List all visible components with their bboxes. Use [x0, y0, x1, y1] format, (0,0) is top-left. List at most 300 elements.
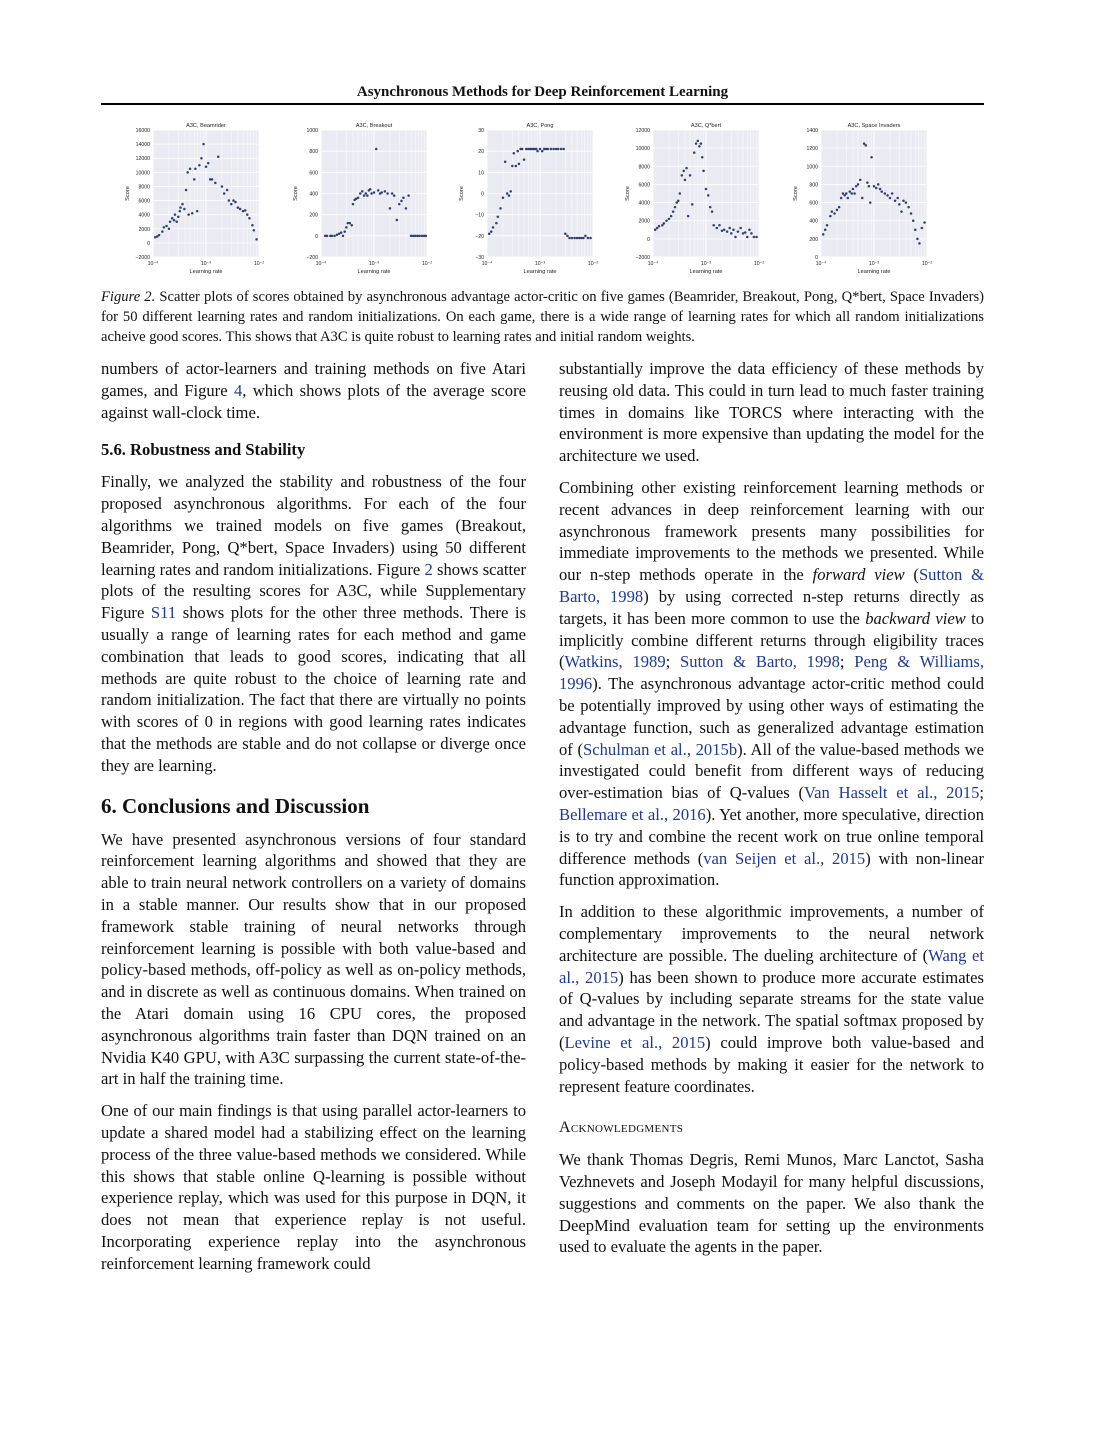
data-point — [541, 150, 544, 153]
y-tick-label: 200 — [309, 212, 318, 219]
y-tick-label: 800 — [809, 182, 818, 189]
data-point — [702, 170, 705, 173]
data-point — [508, 194, 511, 197]
data-point — [589, 237, 592, 240]
data-point — [211, 178, 214, 181]
text-run: ) has been shown to produce more accurate estimates of Q-values by including separate streams for the state value and advantage in the network. The spatial softmax proposed by ( — [559, 967, 984, 1052]
y-tick-label: 0 — [815, 255, 818, 261]
chart-title: A3C, Q*bert — [690, 123, 722, 129]
data-point — [488, 232, 491, 235]
data-point — [868, 185, 871, 188]
data-point — [365, 192, 368, 195]
y-axis-label: Score — [625, 186, 631, 201]
data-point — [576, 237, 579, 240]
data-point — [255, 238, 258, 241]
y-tick-label: 20 — [478, 149, 484, 156]
data-point — [870, 156, 873, 159]
supp-figure-ref-link[interactable]: S11 — [150, 603, 177, 623]
data-point — [552, 148, 555, 151]
data-point — [536, 150, 539, 153]
data-point — [855, 185, 858, 188]
data-point — [847, 197, 850, 200]
data-point — [562, 148, 565, 151]
data-point — [744, 231, 747, 234]
figure-ref-link[interactable]: 4 — [233, 380, 243, 400]
y-tick-label: 10000 — [135, 170, 150, 177]
data-point — [695, 142, 698, 145]
data-point — [214, 182, 217, 185]
data-point — [523, 158, 526, 161]
x-tick-label: 10⁻⁴ — [815, 261, 827, 267]
data-point — [499, 207, 502, 210]
data-point — [880, 190, 883, 193]
data-point — [746, 236, 749, 239]
x-axis-label: Learning rate — [523, 269, 557, 275]
data-point — [187, 213, 190, 216]
data-point — [246, 213, 249, 216]
right-column — [559, 358, 984, 1268]
paragraph-continued — [101, 358, 526, 423]
data-point — [223, 192, 226, 195]
data-point — [849, 190, 852, 193]
data-point — [539, 148, 542, 151]
x-tick-label: 10⁻⁴ — [315, 261, 327, 267]
y-tick-label: −10 — [475, 212, 484, 219]
y-tick-label: 6000 — [138, 198, 150, 205]
data-point — [189, 168, 192, 171]
data-point — [840, 197, 843, 200]
data-point — [191, 212, 194, 215]
data-point — [687, 215, 690, 218]
data-point — [853, 192, 856, 195]
data-point — [174, 213, 177, 216]
text-run: ). Yet another, more speculative, direction is to try and combine the recent work on true online temporal difference methods ( — [559, 804, 985, 868]
y-tick-label: 800 — [309, 149, 318, 156]
x-tick-label: 10⁻⁴ — [481, 261, 493, 267]
data-point — [584, 235, 587, 238]
chart-svg — [435, 118, 605, 276]
data-point — [515, 165, 518, 168]
data-point — [418, 235, 421, 238]
data-point — [163, 226, 166, 229]
data-point — [684, 179, 687, 182]
citation-link[interactable]: Levine et al., 2015 — [564, 1032, 706, 1052]
y-tick-label: 200 — [809, 236, 818, 243]
data-point — [186, 171, 189, 174]
data-point — [831, 210, 834, 213]
data-point — [518, 163, 521, 166]
data-point — [194, 168, 197, 171]
citation-link[interactable]: Wang et al., 2015 — [559, 945, 984, 987]
chart-svg — [769, 118, 939, 276]
text-run: ). The asynchronous advantage actor-critic method could be potentially improved by using other ways of estimating the advantage function, such as generalized advantage estimation of ( — [559, 674, 984, 759]
data-point — [373, 191, 376, 194]
text-run: ) could improve both value-based and policy-based methods by making it easier for the network to represent feature coordinates. — [559, 1032, 984, 1096]
data-point — [230, 203, 233, 206]
chart-space-invaders — [769, 118, 939, 276]
data-point — [200, 157, 203, 160]
data-point — [711, 210, 714, 213]
citation-link[interactable]: Schulman et al., 2015b — [583, 739, 738, 759]
data-point — [234, 201, 237, 204]
data-point — [207, 162, 210, 165]
data-point — [566, 235, 569, 238]
text-run: ; — [979, 783, 984, 803]
data-point — [718, 224, 721, 227]
y-tick-label: 6000 — [638, 182, 650, 189]
header-rule — [101, 103, 984, 105]
data-point — [340, 231, 343, 234]
data-point — [571, 237, 574, 240]
acknowledgments-heading: Acknowledgments — [559, 1119, 684, 1137]
data-point — [716, 227, 719, 230]
data-point — [557, 148, 560, 151]
data-point — [158, 234, 161, 237]
data-point — [697, 140, 700, 143]
text-run: Combining other existing reinforcement learning methods or recent advances in deep reinforcement learning with our asynchronous framework presents many possibilities for immediate improvements to the methods we presented. While our n-step methods operate in the — [559, 477, 984, 585]
data-point — [490, 230, 493, 233]
data-point — [916, 238, 919, 241]
text-run: shows scatter plots of the resulting scores for A3C, while Supplementary Figure — [101, 559, 526, 623]
x-tick-label: 10⁻³ — [534, 261, 546, 267]
y-tick-label: 1000 — [306, 128, 318, 134]
data-point — [175, 220, 178, 223]
text-run: ). All of the value-based methods we investigated could benefit from different ways of reducing over-estimation bias of Q-values ( — [559, 739, 984, 803]
data-point — [705, 188, 708, 191]
data-point — [248, 217, 251, 220]
data-point — [345, 226, 348, 229]
data-point — [852, 188, 855, 191]
data-point — [685, 167, 688, 170]
data-point — [755, 236, 758, 239]
data-point — [739, 227, 742, 230]
data-point — [168, 228, 171, 231]
data-point — [568, 237, 571, 240]
figure-ref-link[interactable]: 2 — [424, 559, 433, 579]
data-point — [921, 227, 924, 230]
data-point — [923, 221, 926, 224]
data-point — [331, 235, 334, 238]
data-point — [750, 232, 753, 235]
paragraph-combining — [559, 477, 984, 891]
y-axis-label: Score — [125, 186, 131, 201]
y-tick-label: 30 — [478, 128, 484, 134]
data-point — [198, 164, 201, 167]
citation-link[interactable]: van Seijen et al., 2015 — [703, 848, 866, 868]
data-point — [836, 209, 839, 212]
y-tick-label: 8000 — [138, 184, 150, 191]
data-point — [700, 142, 703, 145]
left-column — [101, 358, 526, 1284]
text-run: ; — [665, 652, 681, 672]
data-point — [380, 191, 383, 194]
data-point — [824, 229, 827, 232]
data-point — [405, 207, 408, 210]
y-tick-label: −2000 — [635, 255, 650, 261]
data-point — [665, 219, 668, 222]
x-tick-label: 10⁻⁴ — [647, 261, 659, 267]
y-tick-label: 0 — [315, 233, 318, 240]
data-point — [242, 210, 245, 213]
data-point — [361, 190, 364, 193]
data-point — [370, 192, 373, 195]
data-point — [753, 236, 756, 239]
data-point — [896, 197, 899, 200]
data-point — [185, 189, 188, 192]
citation-link[interactable]: Van Hasselt et al., 2015 — [804, 783, 980, 803]
data-point — [555, 148, 558, 151]
data-point — [845, 192, 848, 195]
data-point — [391, 192, 394, 195]
text-run: to implicitly combine different returns through eligibility traces ( — [559, 608, 985, 672]
caption-text: Scatter plots of scores obtained by asynchronous advantage actor-critic on five games (Beamrider, Breakout, Pong, Q*bert, Space Invaders) for 50 different learning rates and random initializations. On each game, there is a wide range of learning rates for which all random initializations acheive good scores. This shows that A3C is quite robust to learning rates and initial random weights. — [101, 289, 984, 345]
data-point — [742, 232, 745, 235]
section-heading-6: 6. Conclusions and Discussion — [101, 793, 370, 818]
x-tick-label: 10⁻² — [753, 261, 765, 267]
data-point — [183, 208, 186, 211]
data-point — [226, 189, 229, 192]
data-point — [386, 192, 389, 195]
data-point — [829, 215, 832, 218]
data-point — [253, 229, 256, 232]
data-point — [326, 235, 329, 238]
data-point — [425, 235, 428, 238]
data-point — [672, 210, 675, 213]
emphasis: forward view — [812, 565, 905, 585]
citation-link[interactable]: Peng & Williams, 1996 — [559, 652, 984, 694]
data-point — [179, 206, 182, 209]
chart-title: A3C, Pong — [526, 123, 554, 129]
data-point — [407, 194, 410, 197]
data-point — [861, 197, 864, 200]
data-point — [900, 210, 903, 213]
data-point — [826, 224, 829, 227]
data-point — [244, 209, 247, 212]
data-point — [910, 212, 913, 215]
citation-link[interactable]: Sutton & Barto, 1998 — [559, 565, 984, 606]
data-point — [907, 206, 910, 209]
data-point — [748, 229, 751, 232]
y-tick-label: 16000 — [135, 128, 150, 134]
data-point — [521, 148, 524, 151]
data-point — [875, 187, 878, 190]
chart-qbert — [601, 118, 771, 276]
data-point — [165, 225, 168, 228]
data-point — [889, 197, 892, 200]
data-point — [497, 216, 500, 219]
chart-svg — [269, 118, 439, 276]
data-point — [918, 242, 921, 245]
data-point — [352, 203, 355, 206]
data-point — [398, 203, 401, 206]
data-point — [359, 192, 362, 195]
data-point — [495, 222, 498, 225]
x-tick-label: 10⁻² — [253, 261, 265, 267]
data-point — [866, 181, 869, 184]
data-point — [402, 196, 405, 199]
citation-link[interactable]: Sutton & Barto, 1998 — [680, 652, 840, 672]
data-point — [181, 203, 184, 206]
data-point — [709, 206, 712, 209]
y-axis-label: Score — [793, 186, 799, 201]
y-tick-label: 12000 — [635, 128, 650, 134]
x-tick-label: 10⁻² — [587, 261, 599, 267]
text-run: ) with non-linear function approximation. — [559, 848, 985, 890]
data-point — [865, 144, 868, 147]
data-point — [171, 217, 174, 220]
data-point — [734, 236, 737, 239]
text-run: In addition to these algorithmic improvements, a number of complementary improvements to the neural network architecture are possible. The dueling architecture of ( — [559, 902, 984, 965]
data-point — [414, 235, 417, 238]
data-point — [228, 199, 231, 202]
x-tick-label: 10⁻² — [421, 261, 433, 267]
data-point — [838, 206, 841, 209]
data-point — [857, 183, 860, 186]
data-point — [905, 201, 908, 204]
data-point — [502, 196, 505, 199]
data-point — [693, 151, 696, 154]
data-point — [573, 237, 576, 240]
y-tick-label: 0 — [647, 236, 650, 243]
x-tick-label: 10⁻³ — [368, 261, 380, 267]
data-point — [516, 150, 519, 153]
y-tick-label: −30 — [475, 255, 484, 261]
data-point — [384, 190, 387, 193]
chart-svg — [101, 118, 271, 276]
x-tick-label: 10⁻³ — [868, 261, 880, 267]
data-point — [169, 220, 172, 223]
data-point — [369, 188, 372, 191]
data-point — [202, 143, 205, 146]
data-point — [898, 203, 901, 206]
data-point — [873, 185, 876, 188]
data-point — [400, 200, 403, 203]
chart-svg — [601, 118, 771, 276]
data-point — [511, 165, 514, 168]
data-point — [161, 230, 164, 233]
text-run: ; — [839, 652, 855, 672]
y-tick-label: 8000 — [638, 164, 650, 171]
y-tick-label: 600 — [309, 170, 318, 177]
data-point — [343, 230, 346, 233]
figure-2 — [101, 118, 984, 276]
text-run: ( — [904, 565, 919, 585]
chart-title: A3C, Beamrider — [186, 123, 226, 129]
data-point — [668, 218, 671, 221]
chart-breakout — [269, 118, 439, 276]
y-tick-label: −200 — [306, 255, 318, 261]
data-point — [217, 156, 220, 159]
y-tick-label: 10 — [478, 170, 484, 177]
x-axis-label: Learning rate — [357, 269, 391, 275]
data-point — [902, 200, 905, 203]
data-point — [723, 229, 726, 232]
y-tick-label: 1200 — [806, 146, 818, 153]
data-point — [196, 210, 199, 213]
section-heading-5-6: 5.6. Robustness and Stability — [101, 440, 306, 460]
paragraph-conclusions-1: We have presented asynchronous versions of four standard reinforcement learning algorithms and showed that they are able to train neural network controllers on a variety of domains in a stable manner. Our results show that in our proposed framework stable training of neural networks through reinforcement learning is possible with both value-based and policy-based methods, off-policy as well as on-policy methods, and in discrete as well as continuous domains. When trained on the Atari domain using 16 CPU cores, the proposed asynchronous algorithms train faster than DQN trained on an Nvidia K40 GPU, with A3C surpassing the current state-of-the-art in half the training time. — [101, 829, 526, 1089]
citation-link[interactable]: Watkins, 1989 — [564, 652, 666, 672]
data-point — [914, 229, 917, 232]
y-tick-label: 400 — [309, 191, 318, 198]
data-point — [912, 219, 915, 222]
data-point — [879, 188, 882, 191]
data-point — [396, 219, 399, 222]
data-point — [663, 222, 666, 225]
data-point — [546, 148, 549, 151]
data-point — [877, 183, 880, 186]
data-point — [239, 208, 242, 211]
data-point — [587, 237, 590, 240]
data-point — [179, 210, 182, 213]
y-tick-label: 12000 — [135, 156, 150, 163]
data-point — [506, 192, 509, 195]
chart-title: A3C, Breakout — [355, 123, 393, 129]
data-point — [357, 196, 360, 199]
data-point — [891, 192, 894, 195]
data-point — [492, 226, 495, 229]
y-tick-label: 10000 — [635, 146, 650, 153]
data-point — [237, 206, 240, 209]
figure-caption — [101, 287, 984, 347]
data-point — [894, 200, 897, 203]
paragraph-robustness — [101, 471, 526, 776]
data-point — [730, 232, 733, 235]
data-point — [886, 194, 889, 197]
x-tick-label: 10⁻³ — [200, 261, 212, 267]
data-point — [550, 148, 553, 151]
data-point — [363, 194, 366, 197]
data-point — [421, 235, 424, 238]
text-run: numbers of actor-learners and training methods on five Atari games, and Figure — [101, 359, 526, 400]
data-point — [221, 185, 224, 188]
data-point — [670, 215, 673, 218]
data-point — [677, 200, 680, 203]
y-tick-label: 0 — [481, 191, 484, 198]
data-point — [732, 229, 735, 232]
data-point — [205, 165, 208, 168]
data-point — [366, 194, 369, 197]
running-title: Asynchronous Methods for Deep Reinforcement Learning — [356, 84, 729, 100]
data-point — [737, 230, 740, 233]
data-point — [656, 227, 659, 230]
text-run: shows plots for the other three methods. There is usually a range of learning rates for each method and game combination that leads to good scores, indicating that all methods are quite robust to the choice of learning rate and random initialization. The fact that there are virtually no points with scores of 0 in regions with good learning rates indicates that the methods are stable and do not collapse or diverge once they are learning. — [101, 603, 526, 775]
data-point — [850, 192, 853, 195]
data-point — [582, 237, 585, 240]
chart-beamrider — [101, 118, 271, 276]
data-point — [822, 233, 825, 236]
citation-link[interactable]: Bellemare et al., 2016 — [559, 804, 706, 824]
paragraph-architecture — [559, 901, 984, 1097]
data-point — [728, 227, 731, 230]
data-point — [333, 235, 336, 238]
data-point — [349, 222, 352, 225]
text-run: Finally, we analyzed the stability and robustness of the four proposed asynchronous algorithms. For each of the four algorithms we trained models on five games (Breakout, Beamrider, Pong, Q*bert, Space Invaders) using 50 different learning rates and random initializations. Figure — [101, 472, 526, 579]
y-tick-label: 400 — [809, 218, 818, 225]
y-tick-label: 2000 — [138, 226, 150, 233]
data-point — [336, 234, 339, 237]
data-point — [721, 229, 724, 232]
y-tick-label: 4000 — [638, 200, 650, 207]
data-point — [679, 192, 682, 195]
data-point — [698, 145, 701, 148]
data-point — [863, 142, 866, 145]
data-point — [564, 232, 567, 235]
data-point — [535, 148, 538, 151]
acknowledgments-text: We thank Thomas Degris, Remi Munos, Marc Lanctot, Sasha Vezhnevets and Joseph Modayil for many helpful discussions, suggestions and comments on the paper. We also thank the DeepMind evaluation team for setting up the environments used to evaluate the agents in the paper. — [559, 1150, 984, 1257]
data-point — [342, 235, 345, 238]
paragraph-conclusions-2: One of our main findings is that using parallel actor-learners to update a shared model had a stabilizing effect on the learning process of the three value-based methods we considered. While this shows that stable online Q-learning is possible without experience replay, which was used for this purpose in DQN, it does not mean that experience replay is not useful. Incorporating experience replay into the asynchronous reinforcement learning framework could — [101, 1101, 526, 1273]
